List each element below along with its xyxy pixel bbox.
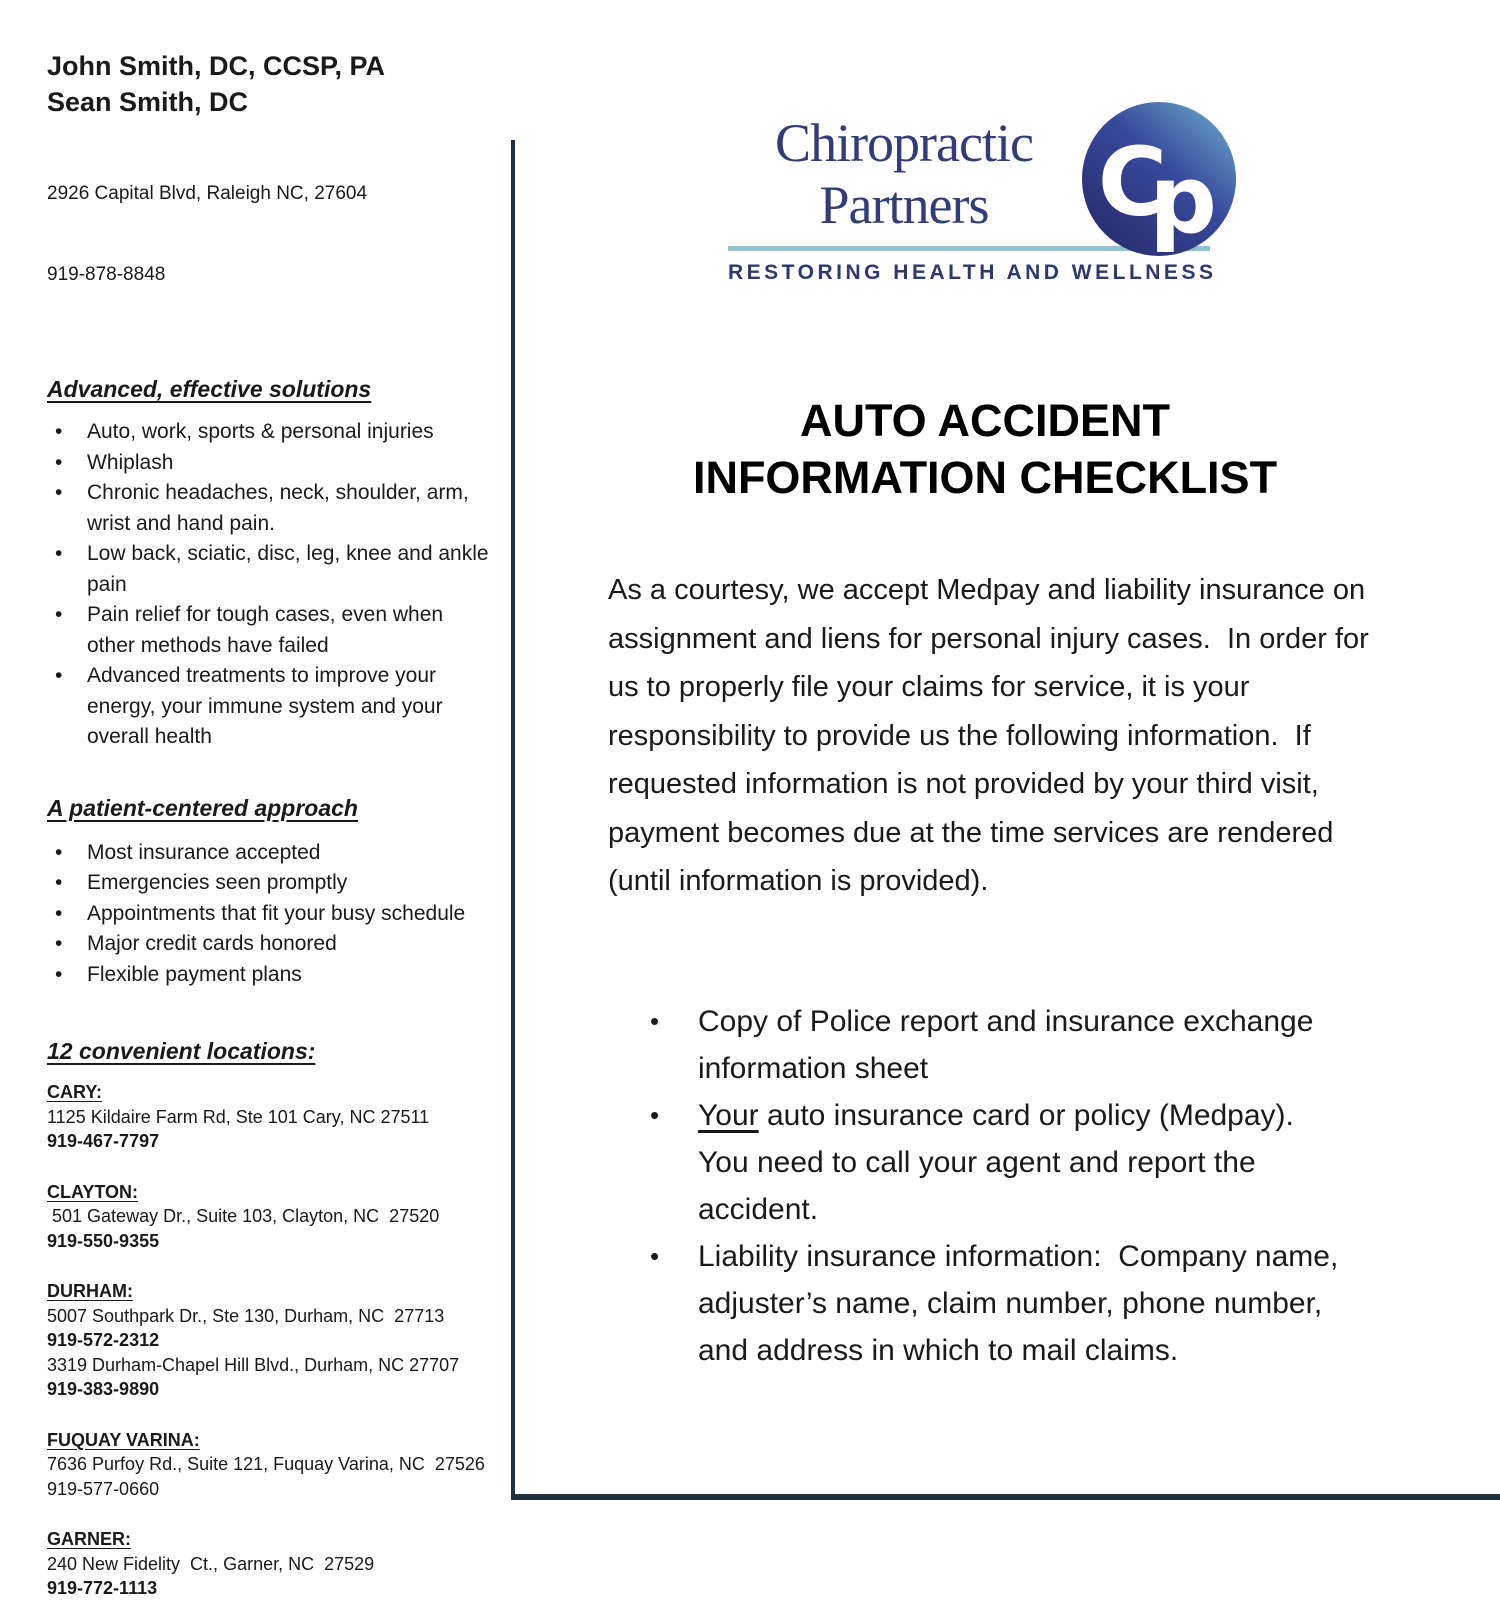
checklist-item-text: Copy of Police report and insurance exchange information sheet: [698, 1005, 1322, 1085]
checklist-item: [650, 1233, 1375, 1374]
bullet-icon: •: [55, 481, 63, 504]
location-address: 5007 Southpark Dr., Ste 130, Durham, NC 27713: [47, 1305, 445, 1326]
location-address: 3319 Durham-Chapel Hill Blvd., Durham, NC 27707: [47, 1354, 460, 1375]
location-durham: [47, 1279, 495, 1402]
cp-monogram-icon: [1080, 100, 1238, 258]
location-city: FUQUAY VARINA:: [47, 1429, 200, 1450]
location-fuquay-varina: [47, 1428, 495, 1502]
chiropractic-partners-logo: [728, 100, 1238, 285]
bullet-icon: •: [55, 932, 63, 955]
practice-address: 2926 Capital Blvd, Raleigh NC, 27604: [47, 183, 368, 204]
bullet-icon: •: [650, 1006, 660, 1036]
checklist-item-text: auto insurance card or policy (Medpay). You need to call your agent and report the accident.: [698, 1099, 1302, 1226]
approach-heading: A patient-centered approach: [47, 794, 358, 821]
bullet-icon: •: [55, 840, 63, 864]
locations-heading: 12 convenient locations:: [47, 1038, 316, 1064]
practice-phone: 919-878-8848: [47, 264, 166, 285]
list-item: • Emergencies seen promptly: [47, 868, 495, 899]
solutions-heading: Advanced, effective solutions: [47, 376, 372, 402]
bullet-icon: •: [650, 1241, 660, 1271]
bullet-icon: •: [55, 871, 63, 894]
bullet-icon: •: [55, 664, 63, 687]
location-phone: 919-467-7797: [47, 1131, 160, 1151]
list-item: • Major credit cards honored: [47, 929, 495, 960]
list-item: • Chronic headaches, neck, shoulder, arm, wrist and hand pain.: [47, 478, 495, 539]
list-item: • Appointments that fit your busy schedule: [47, 899, 495, 930]
doctor-name-1: John Smith, DC, CCSP, PA: [47, 51, 386, 81]
location-phone: 919-577-0660: [47, 1478, 160, 1499]
location-clayton: [47, 1180, 495, 1254]
location-address: 501 Gateway Dr., Suite 103, Clayton, NC 27520: [47, 1206, 440, 1226]
bullet-icon: •: [55, 450, 63, 474]
location-phone: 919-383-9890: [47, 1379, 160, 1399]
checklist: [650, 998, 1375, 1374]
list-item: • Pain relief for tough cases, even when other methods have failed: [47, 600, 495, 661]
monogram-letter-c: C: [1097, 127, 1168, 238]
page-title: [560, 392, 1410, 506]
monogram-letter-p: p: [1149, 145, 1217, 256]
bottom-rule: [511, 1494, 1500, 1500]
location-phone: 919-550-9355: [47, 1230, 160, 1251]
list-item: • Low back, sciatic, disc, leg, knee and ankle pain: [47, 539, 495, 600]
bullet-icon: •: [55, 603, 63, 626]
logo-tagline: RESTORING HEALTH AND WELLNESS: [728, 261, 1217, 284]
list-item: • Auto, work, sports & personal injuries: [47, 417, 495, 448]
practice-sidebar: [47, 48, 495, 1601]
brand-line-2: Partners: [819, 175, 989, 235]
list-item: • Advanced treatments to improve your energy, your immune system and your overall health: [47, 661, 495, 753]
location-cary: [47, 1080, 495, 1154]
checklist-item-text: Liability insurance information: Company name, adjuster’s name, claim number, phone number, and address in which to mail claims.: [698, 1240, 1347, 1367]
location-city: GARNER:: [47, 1529, 131, 1549]
bullet-icon: •: [650, 1100, 660, 1130]
checklist-item: [650, 998, 1375, 1092]
vertical-divider: [511, 140, 515, 1500]
title-line-2: INFORMATION CHECKLIST: [692, 452, 1278, 503]
brand-line-1: Chiropractic: [775, 113, 1033, 173]
location-phone: 919-572-2312: [47, 1330, 160, 1350]
location-city: CARY:: [47, 1082, 102, 1102]
bullet-icon: •: [55, 420, 63, 443]
list-item: • Whiplash: [47, 448, 495, 479]
title-line-1: AUTO ACCIDENT: [800, 395, 1170, 446]
list-item: • Most insurance accepted: [47, 838, 495, 869]
solutions-list: [47, 417, 495, 753]
location-address: 1125 Kildaire Farm Rd, Ste 101 Cary, NC 27511: [47, 1106, 430, 1127]
bullet-icon: •: [55, 542, 63, 565]
location-city: CLAYTON:: [47, 1181, 139, 1202]
location-phone: 919-772-1113: [47, 1578, 158, 1598]
checklist-item-prefix: Your: [698, 1099, 759, 1132]
bullet-icon: •: [55, 962, 63, 986]
brand-wordmark: [728, 100, 1080, 236]
checklist-item: [650, 1092, 1375, 1233]
list-item: • Flexible payment plans: [47, 960, 495, 991]
location-address: 240 New Fidelity Ct., Garner, NC 27529: [47, 1553, 375, 1574]
approach-list: [47, 838, 495, 991]
intro-paragraph: As a courtesy, we accept Medpay and liability insurance on assignment and liens for personal injury cases. In order for us to properly file your claims for service, it is your responsibility to provide us the following information. If requested information is not provided by your third visit, payment becomes due at the time services are rendered (until information is provided).: [608, 574, 1377, 897]
location-garner: [47, 1527, 495, 1601]
location-city: DURHAM:: [47, 1281, 133, 1301]
doctor-name-2: Sean Smith, DC: [47, 87, 249, 117]
bullet-icon: •: [55, 901, 63, 925]
location-address: 7636 Purfoy Rd., Suite 121, Fuquay Varina, NC 27526: [47, 1454, 485, 1474]
